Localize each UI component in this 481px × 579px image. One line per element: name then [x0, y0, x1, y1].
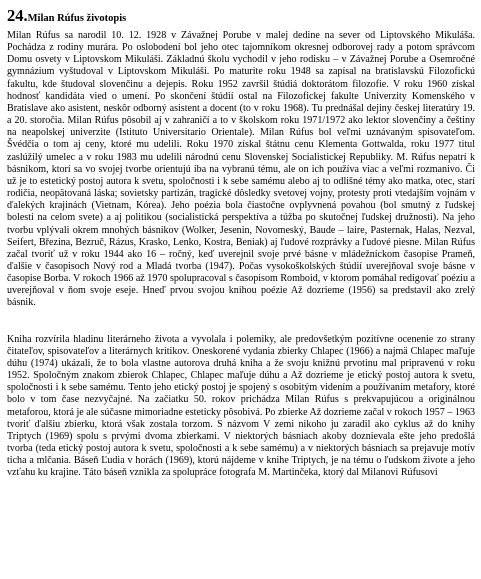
section-title: Milan Rúfus životopis: [27, 13, 127, 24]
biography-paragraph: Milan Rúfus sa narodil 10. 12. 1928 v Závažnej Porube v malej dedine na sever od Liptovského Mikuláša. Pochádza z rodiny murára. Po oslobodení bol jeho otec tajomníkom okresnej odborovej rady a potom správcom Domu osvety v Liptovskom Mikuláši. Základnú školu vychodil v jeho rodisku – v Závažnej Porube a Osemročné gymnázium vyštudoval v Liptovskom Mikuláši. Po maturite roku 1948 sa zapísal na bratislavskú Filozofickú fakultu, kde študoval slovenčinu a dejepis. Roku 1952 završil štúdiá doktorátom filozofie. V roku 1960 získal hodnosť kandidáta vied o umení. Po skončení štúdií ostal na Filozofickej fakulte Univerzity Komenského v Bratislave ako asistent, neskôr odborný asistent a docent (to v roku 1968). Tu prednášal dejiny českej literatúry 19. a 20. storočia. Milan Rúfus pôsobil aj v zahraničí a to v školskom roku 1971/1972 ako lektor slovenčiny a češtiny na neapolskej univerzite (Istituto Universitario Orientale). Milan Rúfus bol veľmi uznávaným spisovateľom. Švédčia o tom aj ceny, ktoré mu udelili. Roku 1970 získal štátnu cenu Klementa Gottwalda, roku 1977 titul zaslúžilý umelec a v roku 1983 mu udelili národnú cenu Slovenskej Socialistickej Republiky. M. Rúfus nepatrí k básnikom, ktorí sa vo svojej tvorbe orientujú iba na vybranú tému, ale on ich používa viac a veľmi rozmanivo. Či už je to estetický postoj autora k svetu, spoločnosti i k sebe samému alebo aj to odlišné témy ako matka, otec, starí rodičia, neopätovaná láska; sovietsky partizán, tragické dôsledky svetovej vojny, protesty proti vtedajším vojnám v ďalekých krajinách (Vietnam, Kórea). Jeho poézia bola čiastočne ovplyvnená povahou (bol smutný z ľudskej bolesti na celom svete) a aj politikou (socialistická perspektíva a túžba po skutočnej ľudskej družnosti). Na jeho tvorbu vplývali okrem mnohých básnikov (Wolker, Jesenin, Novomeský, Baude – laire, Pasternak, Halas, Nezval, Seifert, Březina, Bezruč, Rázus, Krasko, Lenko, Kostra, Beniak) aj ľudové rozprávky a ľudové piesne. Milan Rúfus začal tvoriť už v roku 1944 ako 16 – ročný, keď uverejnil svoje prvé básne v mládežníckom časopise Prameň, ďalšie v časopisoch Nový rod a Mladá tvorba (1947). Počas vysokoškolských štúdií uverejňoval svoje básne v časopise Borba. V rokoch 1966 až 1970 spolupracoval s časopisom Romboid, v ktorom pomáhal redigovať poéziu a uverejňoval v ňom svoje eseje. Hneď prvou svojou knihou poézie Až dozrieme (1956) sa predstavil ako zrelý básnik.: [7, 30, 475, 309]
document-page: [7, 6, 475, 479]
section-number: 24.: [7, 6, 28, 25]
section-heading: [7, 6, 475, 29]
paragraph-gap: [7, 310, 475, 334]
work-paragraph: Kniha rozvírila hladinu literárneho života a vyvolala i polemiky, ale predovšetkým pozitívne ocenenie zo strany čitateľov, spisovateľov a literárnych kritikov. Oneskorené vydania zbierky Chlapec (1966) a najmä Chlapec maľuje dúhu (1974) ukázali, že to bola vlastne autorova druhá kniha a že svoju knižnú prvotinu mal pripravenú v roku 1952. Spoločným znakom zbierok Chlapec, Chlapec maľuje dúhu a Až dozrieme je etický postoj autora k svetu, spoločnosti i k sebe samému. Tento jeho etický postoj je spojený s osobitým videním a používaním metafory, ktoré bolo v tom čase nezvyčajné. Na začiatku 50. rokov prichádza Milan Rúfus s prekvapujúcou a originálnou metaforou, ktorá je ale súčasne mimoriadne esteticky pôsobivá. Po zbierke Až dozrieme začal v rokoch 1957 – 1963 tvoriť ďalšiu zbierku, ktorá však zostala torzom. S názvom V zemi nikoho ju zaradil ako cyklus až do knihy Triptych (1969) spolu s prvými dvoma zbierkami. V niektorých básniach akoby doznievala ešte jeho predošlá tvorba (teda etický postoj autora k svetu, spoločnosti a k sebe samému) a v niektorých básniach sa prejavuje motív ticha a mlčania. Báseň Ľudia v horách (1969), ktorú nájdeme v knihe Triptych, je na tému o ľudskom živote a jeho vzťahu ku krajine. Táto báseň vznikla za spolupráce fotografa M. Martinčeka, ktorý dal Milanovi Rúfusovi: [7, 333, 475, 479]
